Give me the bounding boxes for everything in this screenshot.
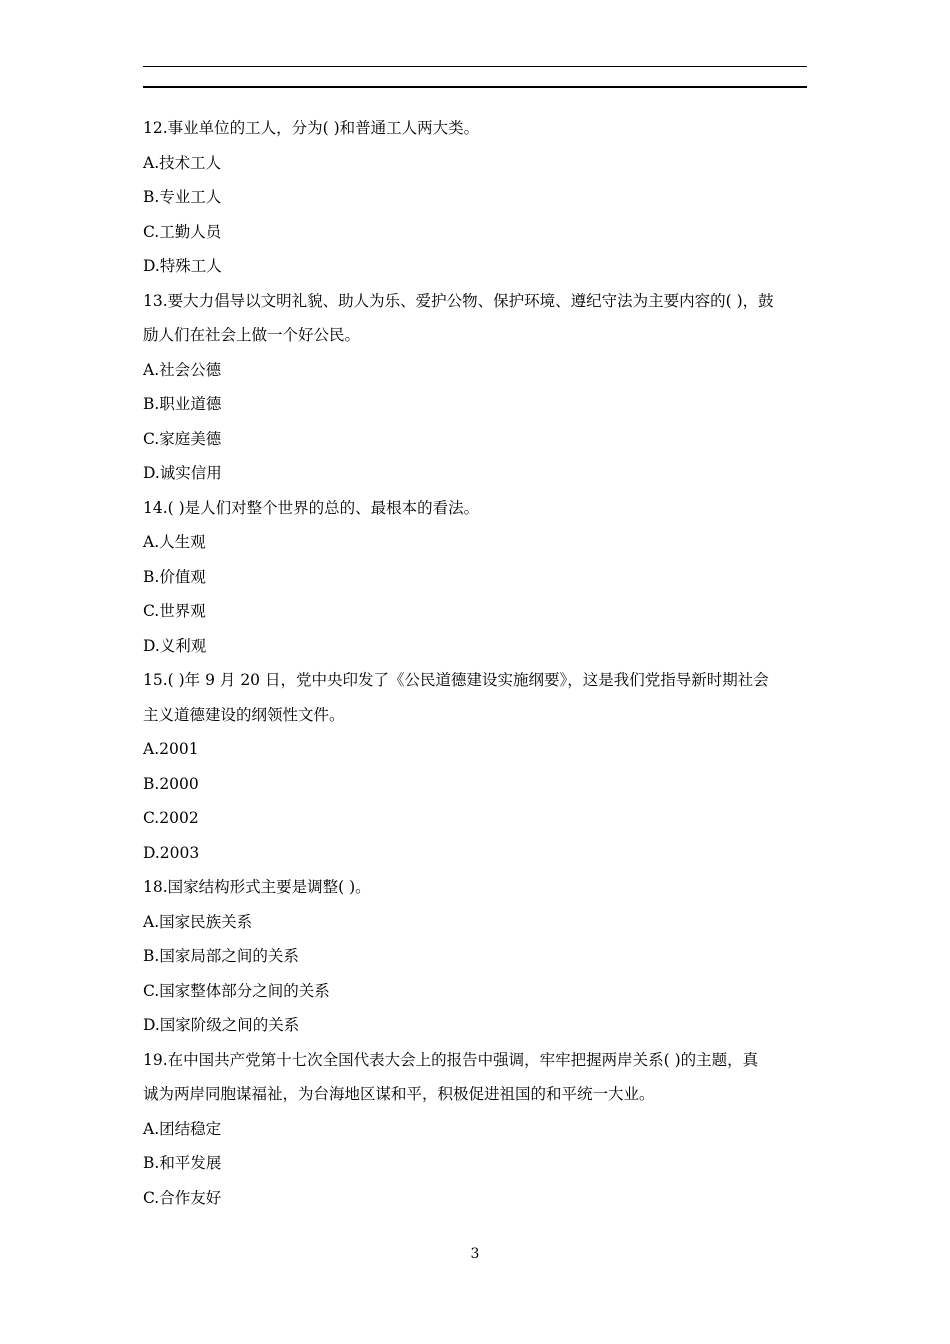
question-14: [143, 491, 807, 664]
question-stem-continued: 主义道德建设的纲领性文件。: [143, 705, 345, 724]
option-a: A.团结稳定: [143, 1119, 222, 1138]
question-stem-continued: 诚为两岸同胞谋福祉，为台海地区谋和平，积极促进祖国的和平统一大业。: [143, 1085, 655, 1103]
header-rule-thin: [143, 66, 807, 67]
question-stem: 12.事业单位的工人，分为( )和普通工人两大类。: [143, 119, 480, 137]
question-stem: 15.( )年 9 月 20 日，党中央印发了《公民道德建设实施纲要》，这是我们党指导新时期社会: [143, 671, 769, 689]
option-c: C.国家整体部分之间的关系: [143, 981, 330, 1000]
page-number: 3: [470, 1246, 480, 1262]
option-a: A.国家民族关系: [143, 912, 253, 931]
header-rule-thick: [143, 86, 807, 88]
option-d: D.诚实信用: [143, 464, 222, 482]
option-d: D.义利观: [143, 636, 207, 655]
option-a: A.技术工人: [143, 153, 222, 172]
question-15: [143, 663, 807, 870]
option-d: D.国家阶级之间的关系: [143, 1016, 300, 1034]
question-13: [143, 284, 807, 491]
option-c: C.2002: [143, 809, 199, 827]
option-c: C.工勤人员: [143, 222, 222, 241]
option-d: D.2003: [143, 843, 200, 862]
question-18: [143, 870, 807, 1043]
option-d: D.特殊工人: [143, 257, 222, 275]
option-b: B.2000: [143, 774, 199, 793]
option-b: B.职业道德: [143, 395, 222, 413]
option-a: A.2001: [143, 740, 199, 758]
option-b: B.专业工人: [143, 188, 222, 206]
option-c: C.合作友好: [143, 1188, 222, 1207]
option-c: C.世界观: [143, 602, 206, 620]
option-a: A.人生观: [143, 533, 206, 551]
option-b: B.价值观: [143, 567, 206, 586]
question-stem: 13.要大力倡导以文明礼貌、助人为乐、爱护公物、保护环境、遵纪守法为主要内容的( )，鼓: [143, 291, 774, 310]
question-12: [143, 111, 807, 284]
question-stem: 14.( )是人们对整个世界的总的、最根本的看法。: [143, 498, 480, 517]
question-19: [143, 1043, 807, 1216]
option-b: B.和平发展: [143, 1154, 222, 1172]
option-b: B.国家局部之间的关系: [143, 947, 299, 965]
question-stem-continued: 励人们在社会上做一个好公民。: [143, 326, 361, 344]
option-c: C.家庭美德: [143, 429, 222, 448]
question-stem: 19.在中国共产党第十七次全国代表大会上的报告中强调，牢牢把握两岸关系( )的主题，真: [143, 1050, 759, 1069]
question-list: [143, 111, 807, 1215]
question-stem: 18.国家结构形式主要是调整( )。: [143, 878, 371, 896]
option-a: A.社会公德: [143, 360, 222, 379]
